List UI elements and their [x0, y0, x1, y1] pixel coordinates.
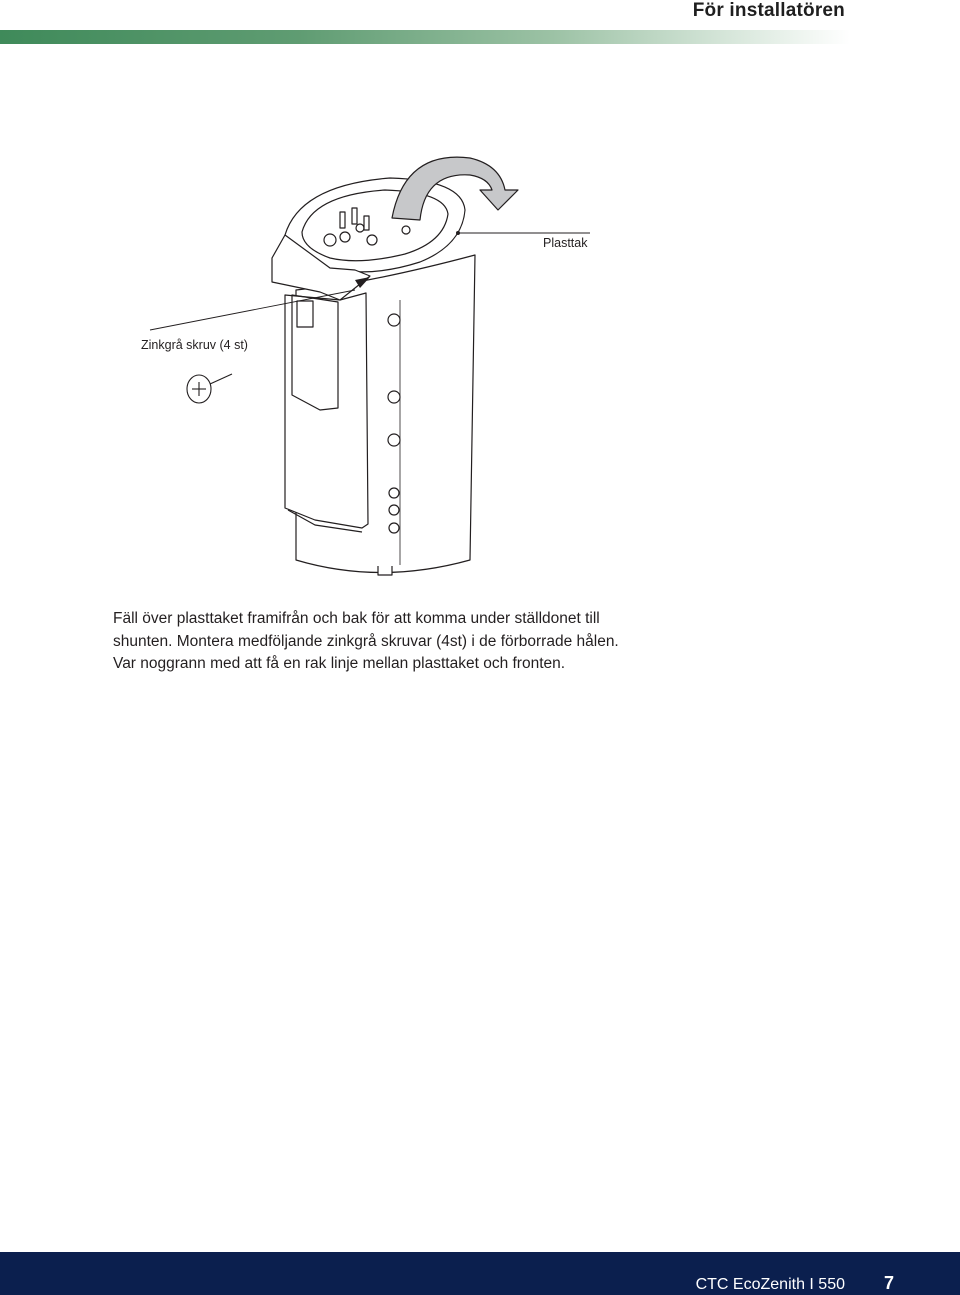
screw-icon	[187, 374, 232, 403]
page-number: 7	[883, 1273, 894, 1293]
screw-label: Zinkgrå skruv (4 st)	[141, 338, 248, 352]
lid-label: Plasttak	[543, 236, 588, 250]
port	[388, 434, 400, 446]
section-title: För installatören	[692, 0, 845, 21]
product-name: CTC EcoZenith I 550	[695, 1276, 845, 1293]
front-panel	[285, 293, 368, 528]
port	[388, 391, 400, 403]
port	[389, 488, 399, 498]
port	[389, 505, 399, 515]
display-window	[297, 301, 313, 327]
port	[388, 314, 400, 326]
instruction-paragraph: Fäll över plasttaket framifrån och bak för att komma under ställdonet till shunten. Montera medföljande zinkgrå skruvar (4st) i de förborrade hålen. Var noggrann med att få en rak linje mellan plasttaket och fronten.	[113, 610, 619, 672]
header-gradient-bar	[0, 30, 850, 44]
tank-illustration	[0, 140, 960, 590]
port	[389, 523, 399, 533]
